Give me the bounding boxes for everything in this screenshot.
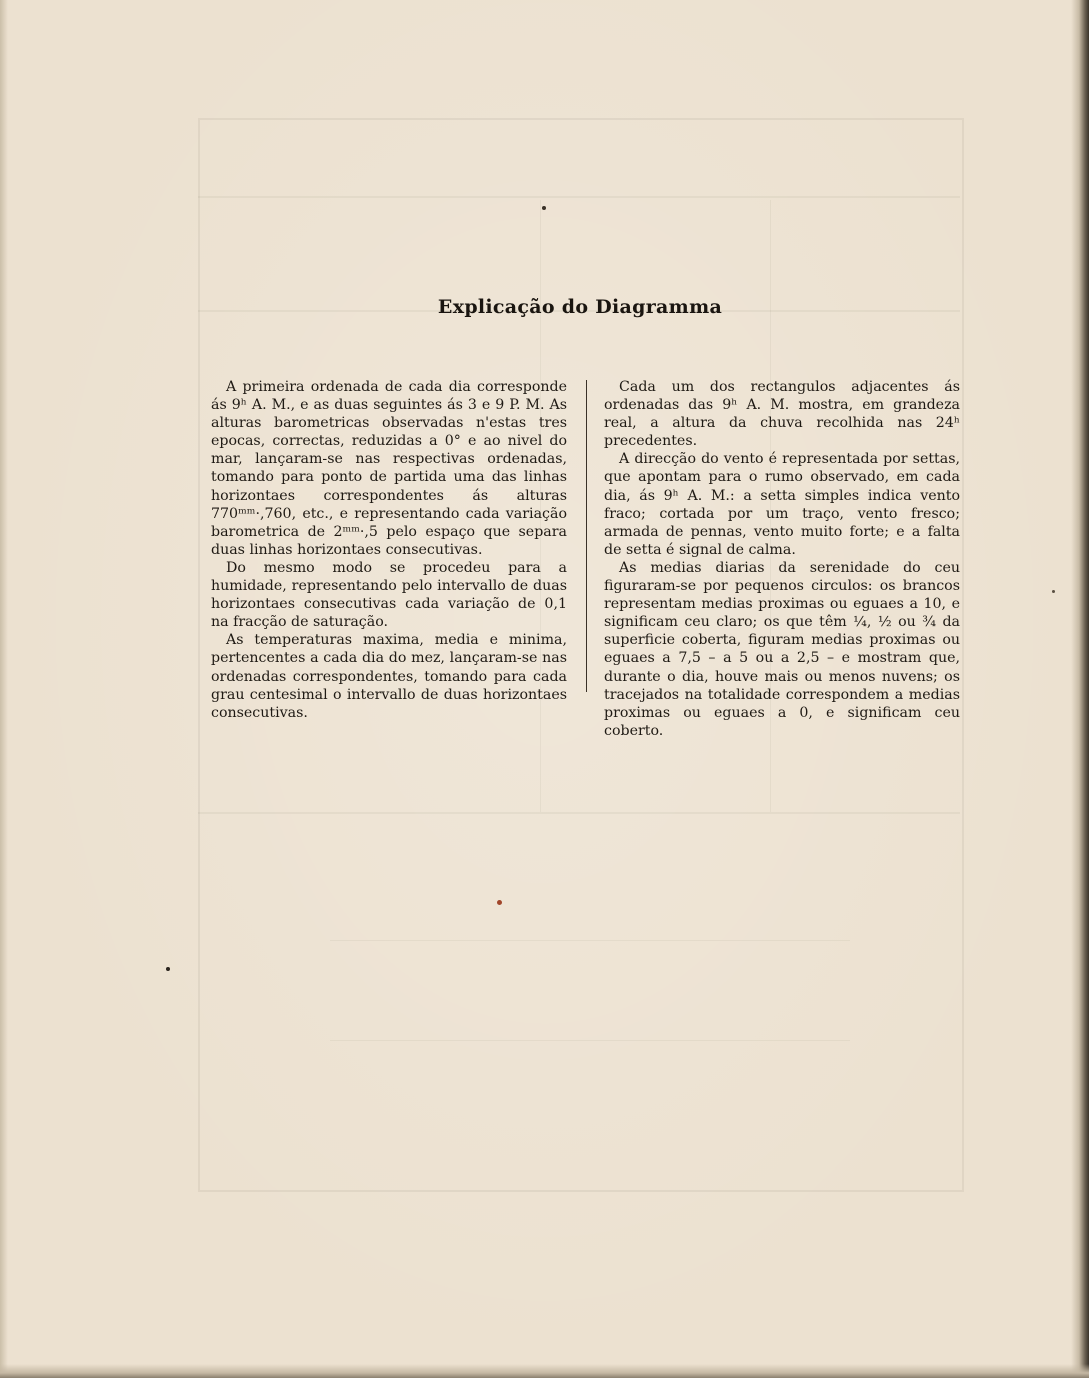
show-through-rule bbox=[330, 940, 850, 941]
left-column bbox=[211, 378, 567, 722]
paragraph: As temperaturas maxima, media e minima, pertencentes a cada dia do mez, lançaram-se nas ordenadas correspondentes, tomando para cada grau centesimal o intervallo de duas horizontaes consecutivas. bbox=[211, 632, 567, 721]
page-edge-bottom bbox=[0, 1364, 1089, 1378]
ink-spot bbox=[542, 206, 546, 210]
ink-spot bbox=[497, 900, 502, 905]
paragraph: A direcção do vento é representada por settas, que apontam para o rumo observado, em cada dia, ás 9ʰ A. M.: a setta simples indica vento fraco; cortada por um traço, vento fresco; armada de pennas, vento muito forte; e a falta de setta é signal de calma. bbox=[604, 451, 960, 558]
right-column bbox=[604, 378, 960, 740]
show-through-rule bbox=[198, 812, 960, 814]
document-title: Explicação do Diagramma bbox=[437, 296, 723, 318]
show-through-rule bbox=[198, 196, 960, 198]
paragraph: A primeira ordenada de cada dia corresponde ás 9ʰ A. M., e as duas seguintes ás 3 e 9 P. M. As alturas barometricas observadas n'estas tres epocas, correctas, reduzidas a 0° e ao nivel do mar, lançaram-se nas respectivas ordenadas, tomando para ponto de partida uma das linhas horizontaes correspondentes ás alturas 770ᵐᵐ·,760, etc., e representando cada variação barometrica de 2ᵐᵐ·,5 pelo espaço que separa duas linhas horizontaes consecutivas. bbox=[211, 379, 567, 558]
ink-spot bbox=[166, 967, 170, 971]
paragraph: As medias diarias da serenidade do ceu figuraram-se por pequenos circulos: os brancos representam medias proximas ou eguaes a 10, e significam ceu claro; os que têm ¼, ½ ou ¾ da superficie coberta, figuram medias proximas ou eguaes a 7,5 – a 5 ou a 2,5 – e mostram que, durante o dia, houve mais ou menos nuvens; os tracejados na totalidade correspondem a medias proximas ou eguaes a 0, e significam ceu coberto. bbox=[604, 559, 960, 739]
show-through-rule bbox=[330, 1040, 850, 1041]
column-divider bbox=[586, 380, 587, 692]
page-edge-left bbox=[0, 0, 8, 1378]
ink-spot bbox=[1052, 590, 1055, 593]
paragraph: Cada um dos rectangulos adjacentes ás ordenadas das 9ʰ A. M. mostra, em grandeza real, a altura da chuva recolhida nas 24ʰ precedentes. bbox=[604, 379, 960, 450]
paragraph: Do mesmo modo se procedeu para a humidade, representando pelo intervallo de duas horizontaes consecutivas cada variação de 0,1 na fracção de saturação. bbox=[211, 559, 567, 631]
page-edge-right bbox=[1071, 0, 1089, 1378]
